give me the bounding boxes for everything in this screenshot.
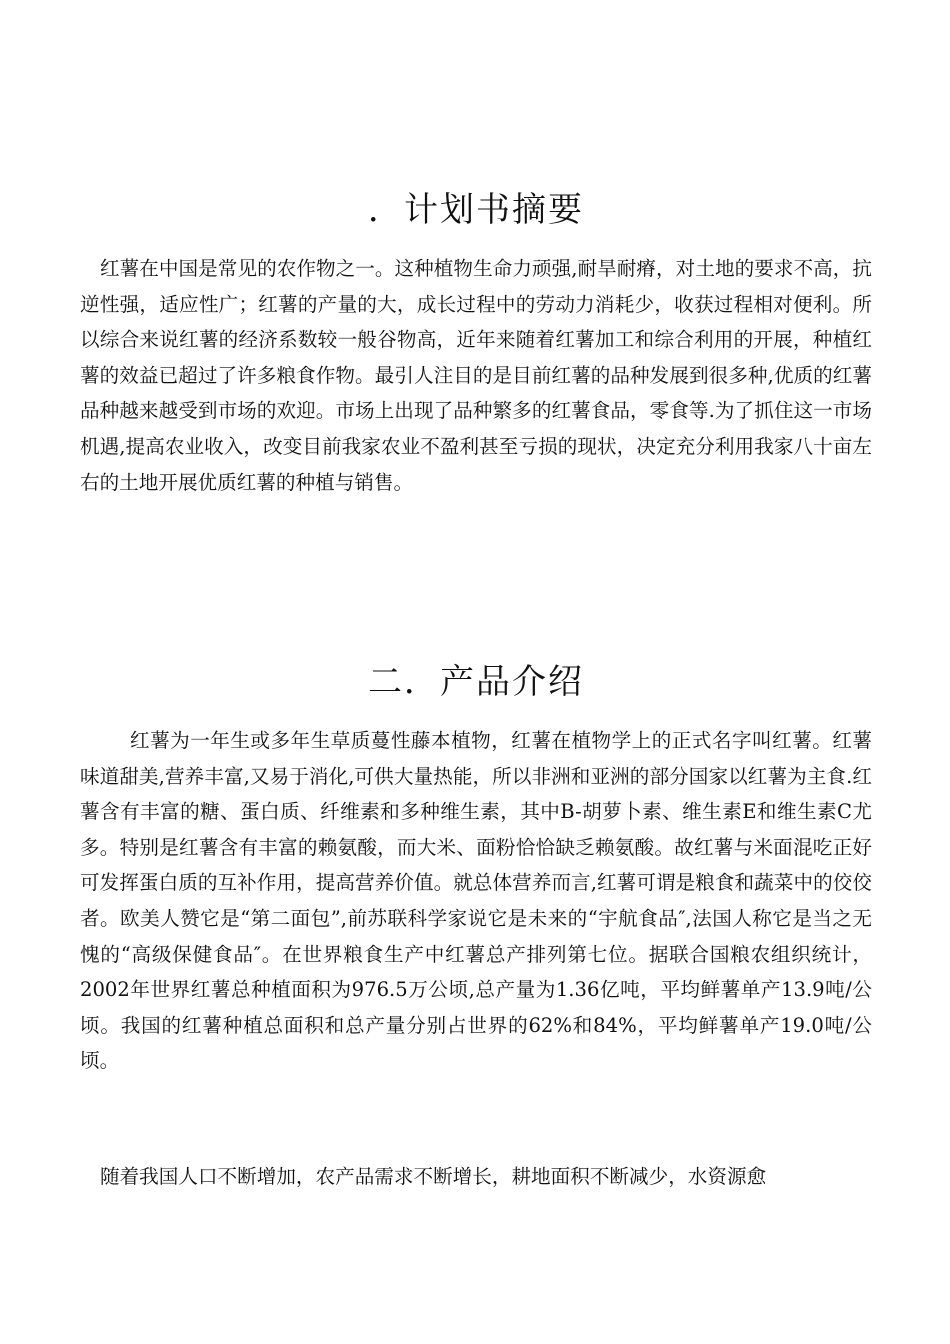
section-title-summary: ．计划书摘要 <box>368 190 584 230</box>
product-paragraph-continued: 随着我国人口不断增加，农产品需求不断增长，耕地面积不断减少，水资源愈 <box>100 1165 767 1188</box>
summary-paragraph: 红薯在中国是常见的农作物之一。这种植物生命力顽强,耐旱耐瘠，对土地的要求不高，抗逆性强，适应性广；红薯的产量的大，成长过程中的劳动力消耗少，收获过程相对便利。所以综合来说红薯的经济系数较一般谷物高，近年来随着红薯加工和综合利用的开展，种植红薯的效益已超过了许多粮食作物。最引人注目的是目前红薯的品种发展到很多种,优质的红薯品种越来越受到市场的欢迎。市场上出现了品种繁多的红薯食品，零食等.为了抓住这一市场机遇,提高农业收入，改变目前我家农业不盈利甚至亏损的现状，决定充分利用我家八十亩左右的土地开展优质红薯的种植与销售。 <box>80 257 872 494</box>
product-paragraph: 红薯为一年生或多年生草质蔓性藤本植物，红薯在植物学上的正式名字叫红薯。红薯味道甜美,营养丰富,又易于消化,可供大量热能，所以非洲和亚洲的部分国家以红薯为主食.红薯含有丰富的糖、蛋白质、纤维素和多种维生素，其中B-胡萝卜素、维生素E和维生素C尤多。特别是红薯含有丰富的赖氨酸，而大米、面粉恰恰缺乏赖氨酸。故红薯与米面混吃正好可发挥蛋白质的互补作用，提高营养价值。就总体营养而言,红薯可谓是粮食和蔬菜中的佼佼者。欧美人赞它是“第二面包”,前苏联科学家说它是未来的“宇航食品″,法国人称它是当之无愧的“高级保健食品″。在世界粮食生产中红薯总产排列第七位。据联合国粮农组织统计，2002年世界红薯总种植面积为976.5万公顷,总产量为1.36亿吨，平均鲜薯单产13.9吨/公顷。我国的红薯种植总面积和总产量分别占世界的62%和84%，平均鲜薯单产19.0吨/公顷。 <box>80 729 872 1073</box>
section-title-product: 二．产品介绍 <box>368 662 584 702</box>
